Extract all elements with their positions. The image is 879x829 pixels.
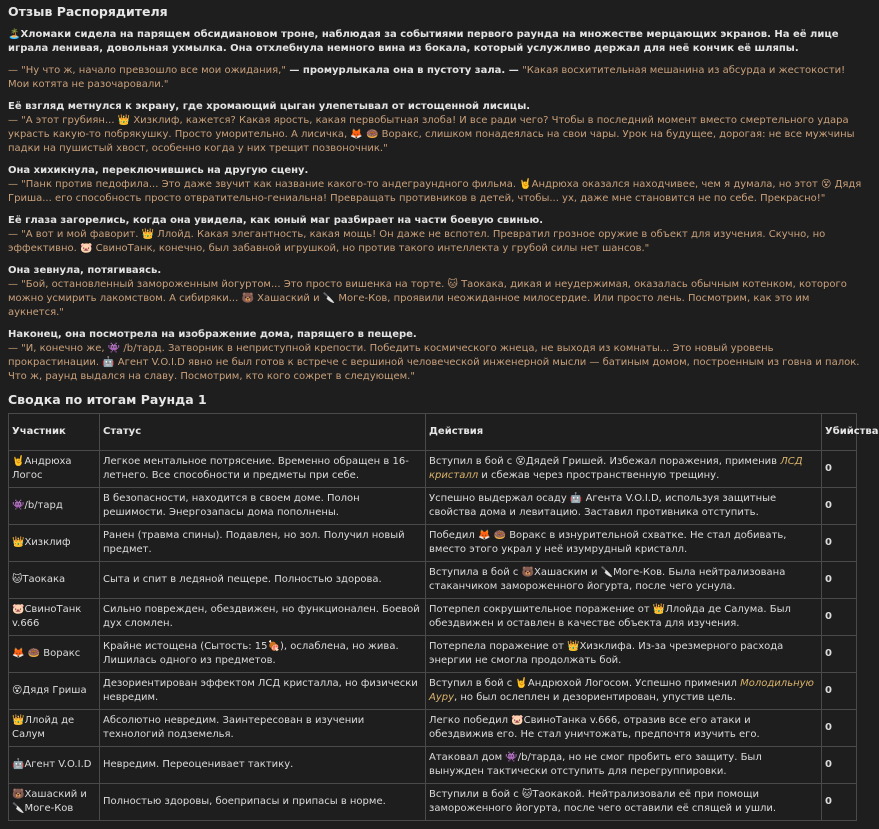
participant-cell: 🐻Хашаский и 🔪Моге-Ков — [9, 784, 100, 821]
table-row — [9, 488, 857, 525]
narration-text: Её глаза загорелись, когда она увидела, как юный маг разбирает на части боевую свинью. — [8, 215, 544, 226]
kills-cell: 0 — [822, 488, 857, 525]
summary-table — [8, 413, 879, 821]
actions-text: Успешно выдержал осаду 🤖 Агента V.O.I.D, используя защитные свойства дома и левитацию. Заставил противника отступить. — [429, 493, 777, 518]
actions-text: Вступила в бой с 🐻Хашаским и 🔪Моге-Ков. Была нейтрализована стаканчиком замороженного йогурта, после чего уснула. — [429, 567, 786, 592]
actions-text: Вступил в бой с 😵Дядей Гришей. Избежал поражения, применив — [429, 456, 781, 467]
kills-cell: 0 — [822, 784, 857, 821]
actions-text: Победил 🦊 🍩 Воракс в изнурительной схватке. Не стал добивать, вместо этого украл у неё изумрудный кристалл. — [429, 530, 787, 555]
actions-text: Легко победил 🐷СвиноТанка v.666, отразив все его атаки и обездвижив его. Не стал уничтожать, предпочтя изучить его. — [429, 715, 760, 740]
kills-cell: 0 — [822, 636, 857, 673]
actions-cell — [426, 747, 822, 784]
table-row — [9, 784, 857, 821]
participant-cell: 🤖Агент V.O.I.D — [9, 747, 100, 784]
actions-text-end: и сбежав через пространственную трещину. — [478, 470, 720, 481]
participant-cell: 🤘Андрюха Логос — [9, 451, 100, 488]
column-header-actions: Действия — [426, 414, 822, 451]
kills-cell: 0 — [822, 562, 857, 599]
actions-text: Потерпел сокрушительное поражение от 👑Ллойда де Салума. Был обездвижен и оставлен в качестве объекта для изучения. — [429, 604, 791, 629]
narration-text: Наконец, она посмотрела на изображение дома, парящего в пещере. — [8, 329, 417, 340]
column-header-kills: Убийства — [822, 414, 857, 451]
quote-text: — "Ну что ж, начало превзошло все мои ожидания," — [8, 65, 286, 76]
actions-cell — [426, 525, 822, 562]
status-cell: Невредим. Переоценивает тактику. — [100, 747, 426, 784]
status-cell: Ранен (травма спины). Подавлен, но зол. Получил новый предмет. — [100, 525, 426, 562]
kills-cell: 0 — [822, 525, 857, 562]
table-row — [9, 451, 857, 488]
status-cell: Крайне истощена (Сытость: 15🍖), ослаблена, но жива. Лишилась одного из предметов. — [100, 636, 426, 673]
kills-cell: 0 — [822, 747, 857, 784]
status-cell: Легкое ментальное потрясение. Временно обращен в 16-летнего. Все способности и предметы при себе. — [100, 451, 426, 488]
kills-cell: 0 — [822, 710, 857, 747]
table-header-row — [9, 414, 857, 451]
column-header-participant: Участник — [9, 414, 100, 451]
quote-text: — "А этот грубиян... 👑 Хизклиф, кажется? Какая ярость, какая первобытная злоба! И все ради чего? Чтобы в последний момент вместо смертельного удара украсть какую-то побрякушку. Просто уморительно. А лисичка, 🦊 🍩 Воракс, слишком понадеялась на свои чары. Урок на будущее, дорогая: не все мужчины падки на пушистый хвост, особенно когда у них трещит позвоночник." — [8, 115, 855, 154]
actions-cell — [426, 562, 822, 599]
kills-cell: 0 — [822, 673, 857, 710]
status-cell: Дезориентирован эффектом ЛСД кристалла, но физически невредим. — [100, 673, 426, 710]
actions-cell — [426, 710, 822, 747]
narration-block — [8, 214, 864, 256]
table-row — [9, 562, 857, 599]
table-row — [9, 636, 857, 673]
narration-text: Она зевнула, потягиваясь. — [8, 265, 162, 276]
quote-text: — "Панк против педофила... Это даже звучит как название какого-то андеграундного фильма. 🤘Андрюха оказался находчивее, чем я думала, но этот 😵 Дядя Гриша... его способность просто отвратительно-гениальна! Превращать противников в детей, чтобы... ух, даже мне становится не по себе. Прекрасно!" — [8, 179, 862, 204]
participant-cell: 👾/b/тард — [9, 488, 100, 525]
quote-text: — "И, конечно же, 👾 /b/тард. Затворник в неприступной крепости. Победить космического жнеца, не выходя из комнаты... Это новый уровень прокрастинации. 🤖 Агент V.O.I.D явно не был готов к встрече с вершиной человеческой инженерной мысли — батиным домом, построенным из говна и палок. Что ж, раунд выдался на славу. Посмотрим, кто кого сожрет в следующем." — [8, 343, 860, 382]
narration-paragraph: 🏝️Хломаки сидела на парящем обсидиановом троне, наблюдая за событиями первого раунда на множестве мерцающих экранов. На её лице играла ленивая, довольная ухмылка. Она отхлебнула немного вина из бокала, который услужливо держал для неё кончик её шляпы. — [8, 29, 839, 54]
actions-cell — [426, 599, 822, 636]
actions-text: Потерпела поражение от 👑Хизклифа. Из-за чрезмерного расхода энергии не смогла продолжать бой. — [429, 641, 784, 666]
quote-text: — "А вот и мой фаворит. 👑 Ллойд. Какая элегантность, какая мощь! Он даже не вспотел. Превратил грозное оружие в объект для изучения. Скучно, но эффективно. 🐷 СвиноТанк, конечно, был забавной игрушкой, но против такого интеллекта у грубой силы нет шансов." — [8, 229, 826, 254]
actions-cell — [426, 488, 822, 525]
narration-text: Она хихикнула, переключившись на другую сцену. — [8, 165, 309, 176]
participant-cell: 😵Дядя Гриша — [9, 673, 100, 710]
table-row — [9, 673, 857, 710]
table-row — [9, 710, 857, 747]
quote-text: — "Бой, остановленный замороженным йогуртом... Это просто вишенка на торте. 🐱 Таокака, дикая и неудержимая, оказалась обычным котенком, которого можно усмирить лакомством. А сибиряки... 🐻 Хашаский и 🔪 Моге-Ков, проявили неожиданное милосердие. Или просто лень. Посмотрим, как это им аукнется." — [8, 279, 847, 318]
actions-text: Вступили в бой с 🐱Таокакой. Нейтрализовали её при помощи замороженного йогурта, после чего оставили её спящей и ушли. — [429, 789, 777, 814]
actions-item-name: ЛСД кристалл — [429, 456, 803, 481]
status-cell: Полностью здоровы, боеприпасы и припасы в норме. — [100, 784, 426, 821]
quote-text: "Какая восхитительная мешанина из абсурда и жестокости! Мои котята не разочаровали." — [8, 65, 846, 90]
narration-block — [8, 100, 864, 156]
actions-cell — [426, 636, 822, 673]
status-cell: Сильно поврежден, обездвижен, но функционален. Боевой дух сломлен. — [100, 599, 426, 636]
table-row — [9, 525, 857, 562]
participant-cell: 🐷СвиноТанк v.666 — [9, 599, 100, 636]
actions-cell — [426, 673, 822, 710]
table-row — [9, 599, 857, 636]
narration-block — [8, 164, 864, 206]
column-header-status: Статус — [100, 414, 426, 451]
narration-block — [8, 264, 864, 320]
status-cell: Абсолютно невредим. Заинтересован в изучении технологий подземелья. — [100, 710, 426, 747]
summary-title: Сводка по итогам Раунда 1 — [8, 392, 207, 407]
narration-text: Её взгляд метнулся к экрану, где хромающий цыган улепетывал от истощенной лисицы. — [8, 101, 531, 112]
narration-text: — промурлыкала она в пустоту зала. — — [285, 65, 523, 76]
status-cell: Сыта и спит в ледяной пещере. Полностью здорова. — [100, 562, 426, 599]
kills-cell: 0 — [822, 451, 857, 488]
table-row — [9, 747, 857, 784]
status-cell: В безопасности, находится в своем доме. Полон решимости. Энергозапасы дома пополнены. — [100, 488, 426, 525]
kills-cell: 0 — [822, 599, 857, 636]
actions-text-end: , но был ослеплен и дезориентирован, упустив цель. — [454, 692, 736, 703]
quote-paragraph — [8, 64, 864, 92]
participant-cell: 👑Ллойд де Салум — [9, 710, 100, 747]
actions-cell — [426, 784, 822, 821]
actions-cell — [426, 451, 822, 488]
participant-cell: 👑Хизклиф — [9, 525, 100, 562]
review-title: Отзыв Распорядителя — [8, 4, 168, 19]
actions-text: Вступил в бой с 🤘Андрюхой Логосом. Успешно применил — [429, 678, 741, 689]
participant-cell: 🐱Таокака — [9, 562, 100, 599]
actions-item-name: Молодильную Ауру — [429, 678, 814, 703]
actions-text: Атаковал дом 👾/b/тарда, но не смог пробить его защиту. Был вынужден тактически отступить для перегруппировки. — [429, 752, 762, 777]
participant-cell: 🦊 🍩 Воракс — [9, 636, 100, 673]
narration-block — [8, 328, 864, 384]
